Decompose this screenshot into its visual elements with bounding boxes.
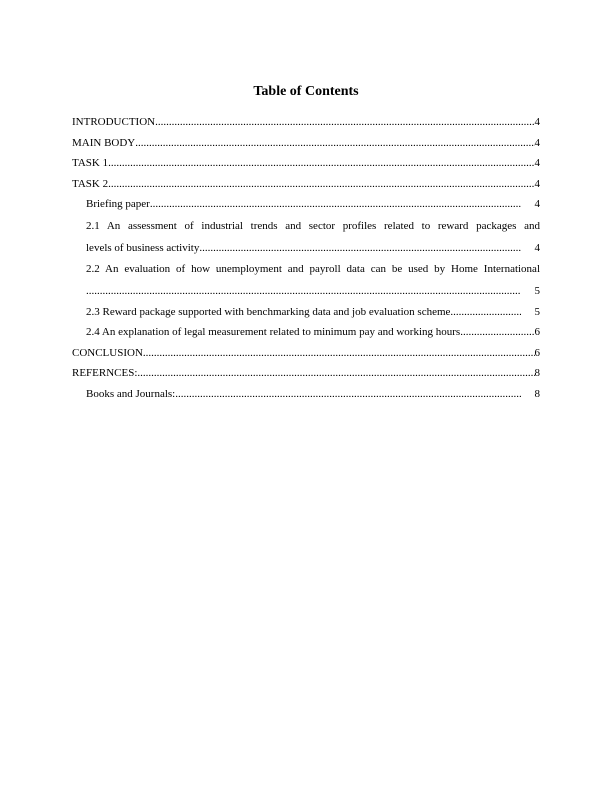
toc-entry-text-line-1: 2.1 An assessment of industrial trends and sector profiles related to reward packages and bbox=[86, 219, 540, 232]
toc-leader-dots bbox=[143, 343, 535, 364]
toc-entry-text: Briefing paper bbox=[86, 198, 150, 210]
toc-entry-text: INTRODUCTION bbox=[72, 116, 156, 128]
toc-entry-task-2[interactable] bbox=[72, 174, 540, 195]
toc-entry-references[interactable] bbox=[72, 363, 540, 384]
toc-page-number: 8 bbox=[534, 387, 540, 400]
toc-entry-text: 2.4 An explanation of legal measurement related to minimum pay and working hours bbox=[86, 326, 461, 338]
toc-page-number: 5 bbox=[534, 305, 540, 318]
toc-entry-2-4[interactable] bbox=[72, 322, 540, 343]
toc-page-number: 6 bbox=[534, 326, 540, 338]
toc-entry-text: 2.3 Reward package supported with benchmarking data and job evaluation scheme bbox=[86, 305, 451, 318]
toc-page-number: 4 bbox=[534, 116, 540, 128]
toc-entry-text: CONCLUSION bbox=[72, 346, 143, 359]
toc-entry-main-body[interactable] bbox=[72, 133, 540, 154]
toc-entry-line-2 bbox=[86, 238, 540, 259]
toc-leader-dots bbox=[199, 238, 520, 259]
toc-leader-dots bbox=[175, 384, 520, 405]
toc-leader-dots bbox=[450, 302, 520, 323]
toc-leader-dots bbox=[137, 363, 534, 384]
toc-entry-introduction[interactable] bbox=[72, 112, 540, 133]
toc-leader-dots bbox=[108, 174, 534, 195]
toc-entry-text: MAIN BODY bbox=[72, 136, 136, 149]
toc-entry-2-1[interactable] bbox=[72, 215, 540, 259]
toc-entry-task-1[interactable] bbox=[72, 153, 540, 174]
toc-leader-dots bbox=[108, 153, 534, 174]
toc-entry-text: TASK 2 bbox=[72, 177, 109, 190]
toc-entry-text: Books and Journals: bbox=[86, 387, 176, 400]
toc-page-number: 5 bbox=[534, 285, 540, 297]
toc-entry-text-line-1: 2.2 An evaluation of how unemployment and payroll data can be used by Home International bbox=[86, 263, 540, 275]
toc-entry-text: TASK 1 bbox=[72, 157, 109, 169]
toc-entry-conclusion[interactable] bbox=[72, 343, 540, 364]
toc-page-number: 4 bbox=[534, 177, 540, 190]
toc-entry-text: REFERNCES: bbox=[72, 367, 138, 379]
toc-leader-dots bbox=[155, 112, 534, 133]
toc-page-number: 4 bbox=[534, 241, 540, 254]
toc-leader-dots bbox=[86, 281, 521, 302]
toc-entry-2-3[interactable] bbox=[72, 302, 540, 323]
toc-leader-dots bbox=[460, 322, 534, 343]
toc-title: Table of Contents bbox=[253, 84, 359, 99]
toc-entry-briefing-paper[interactable] bbox=[72, 194, 540, 215]
toc-entry-line-2 bbox=[86, 281, 540, 302]
table-of-contents bbox=[72, 112, 540, 404]
toc-entry-books-and-journals[interactable] bbox=[72, 384, 540, 405]
toc-entry-text-line-2: levels of business activity bbox=[86, 241, 200, 254]
toc-page-number: 4 bbox=[534, 136, 540, 149]
toc-page-number: 4 bbox=[534, 157, 540, 169]
toc-leader-dots bbox=[135, 133, 534, 154]
toc-leader-dots bbox=[150, 194, 521, 215]
toc-page-number: 4 bbox=[534, 198, 540, 210]
toc-entry-2-2[interactable] bbox=[72, 258, 540, 302]
toc-page-number: 8 bbox=[534, 367, 540, 379]
toc-page-number: 6 bbox=[534, 346, 540, 359]
